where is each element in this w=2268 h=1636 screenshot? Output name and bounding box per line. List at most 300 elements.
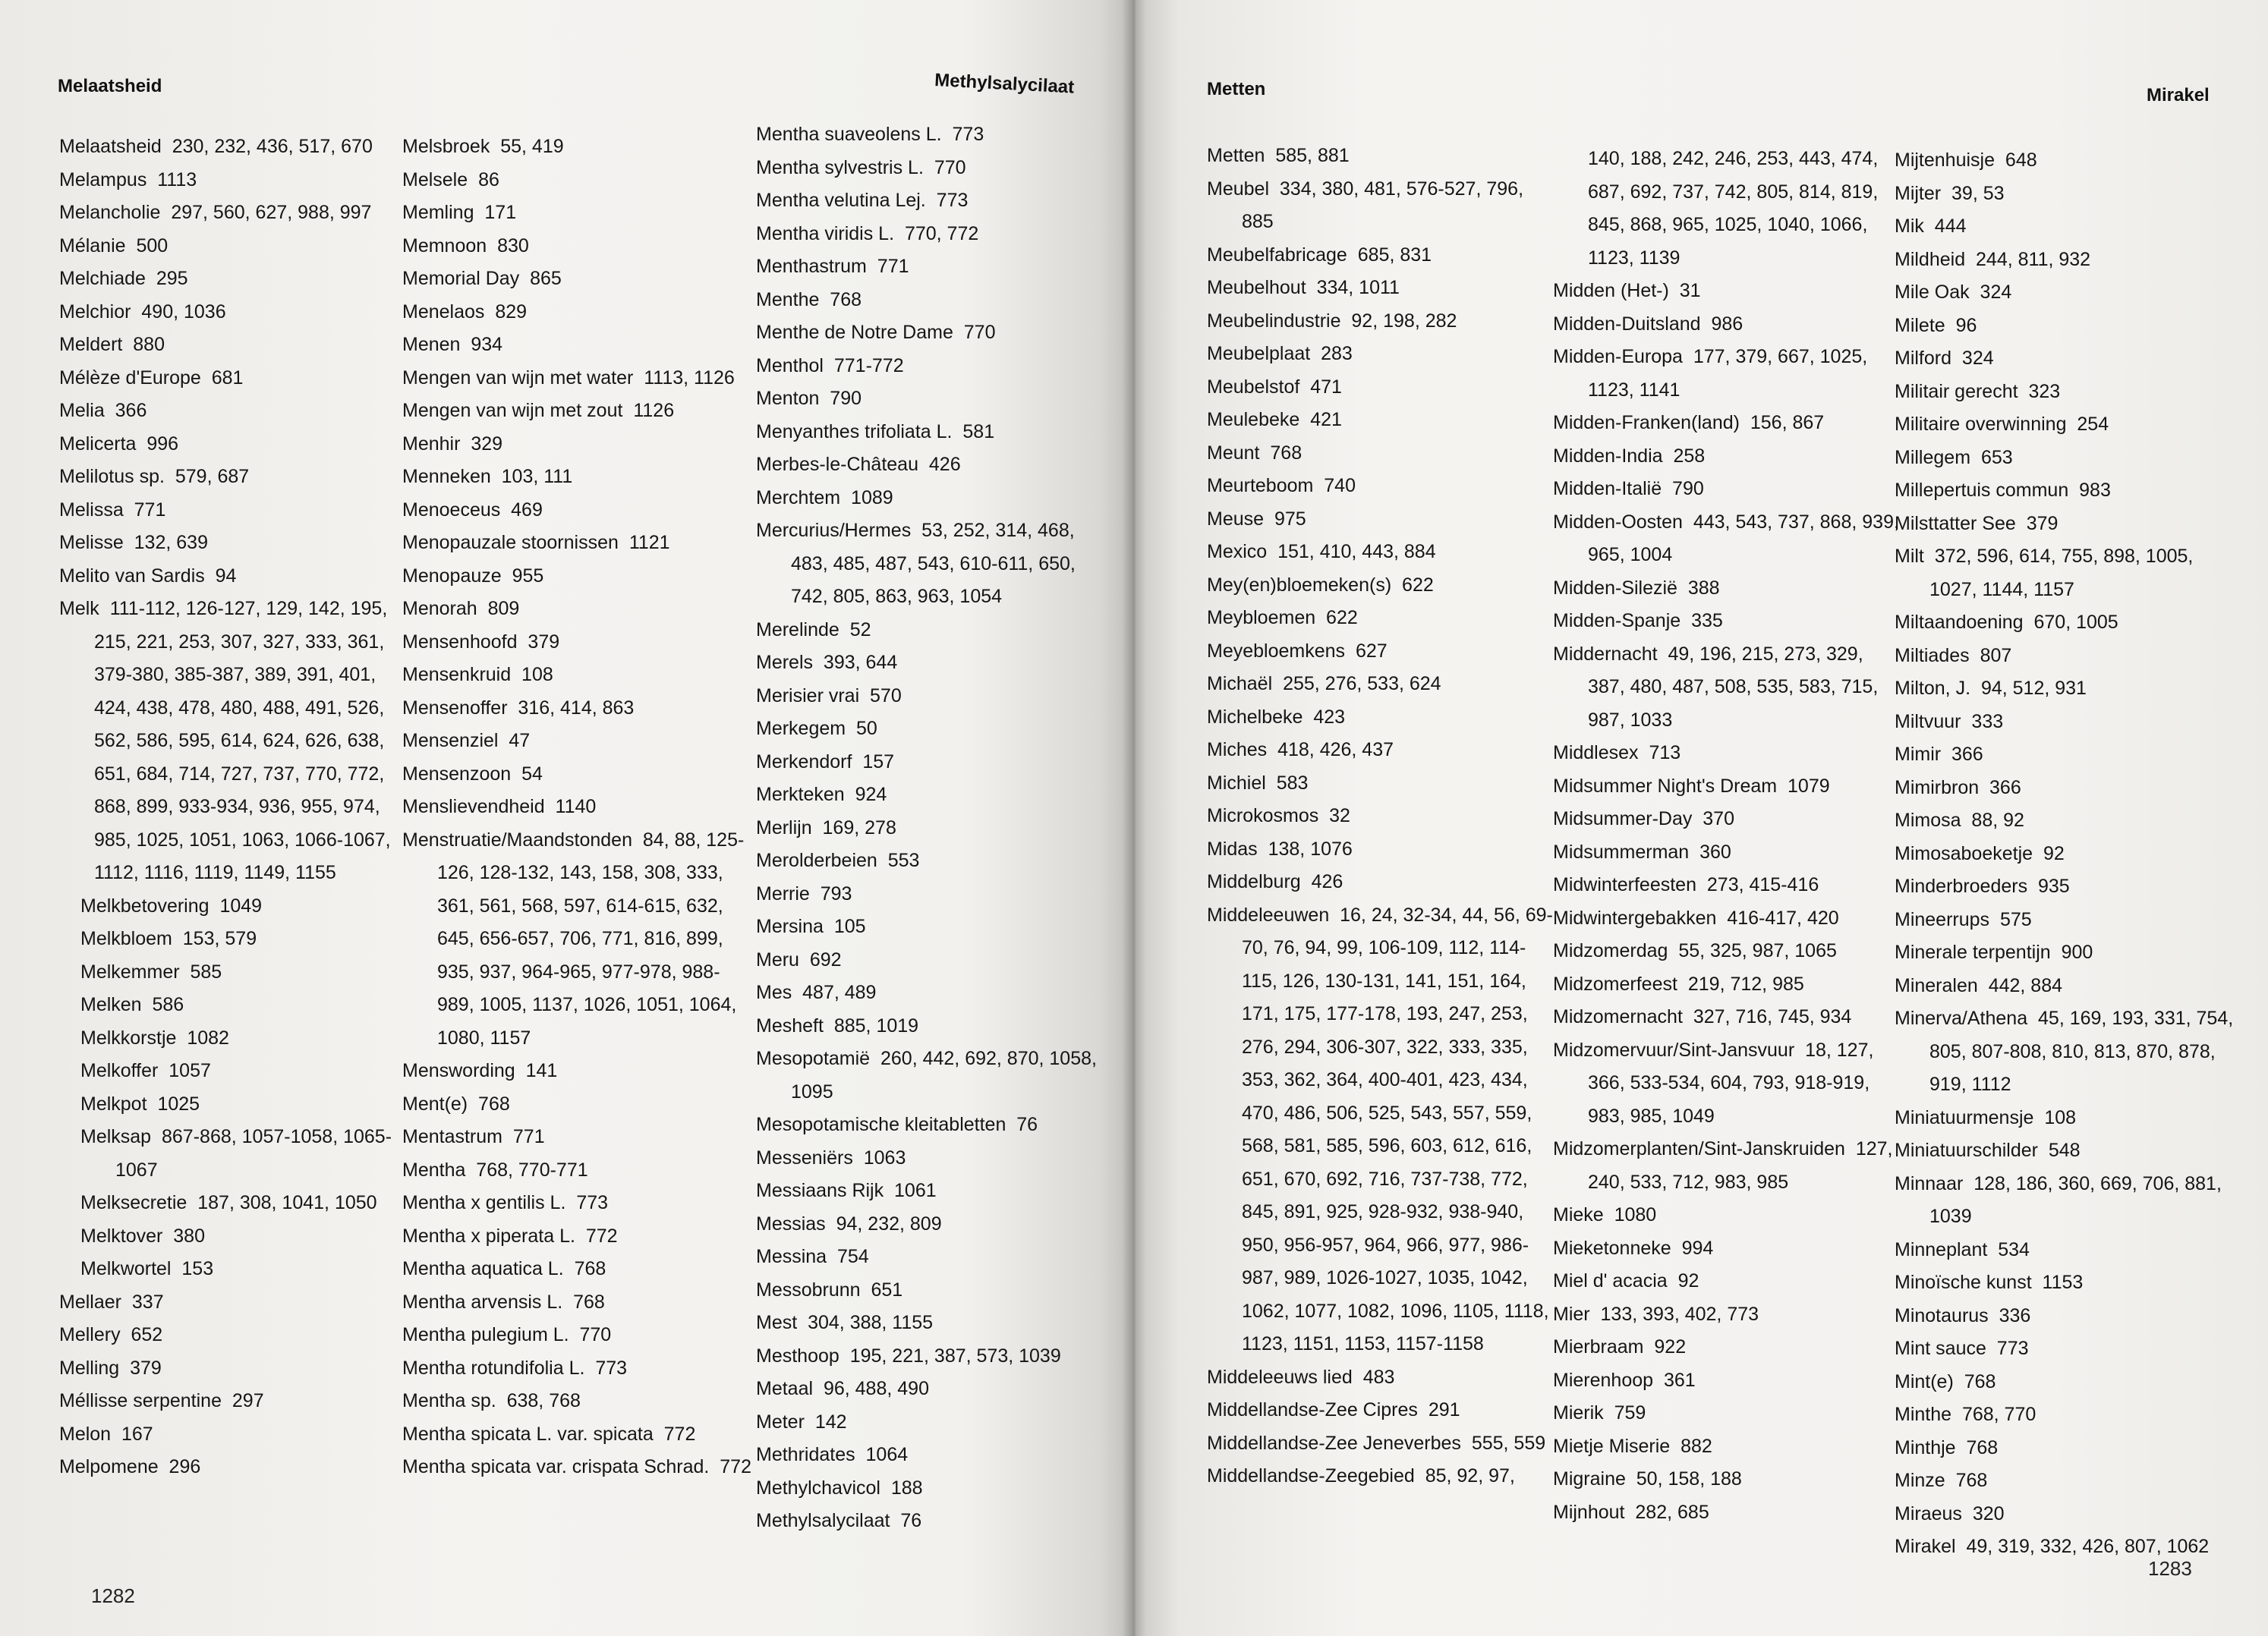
index-term: Melkoffer [80, 1060, 159, 1081]
index-page-refs: 770 [963, 322, 996, 343]
index-page-refs: 1121 [628, 532, 670, 553]
index-entry [402, 197, 751, 230]
index-term: Melling [59, 1357, 120, 1379]
index-page-refs: 92 [1677, 1270, 1699, 1291]
index-page-refs: 1126 [633, 400, 675, 421]
index-entry [756, 944, 1105, 977]
index-page-refs: 76 [900, 1510, 922, 1531]
index-entry [402, 1154, 751, 1188]
index-term: Methylchavicol [756, 1477, 880, 1499]
index-page-refs: 337 [131, 1291, 164, 1313]
index-term: Menorah [402, 598, 477, 619]
index-entry [1553, 407, 1902, 440]
index-page-refs: 96, 488, 490 [823, 1378, 929, 1399]
index-term: Melon [59, 1423, 112, 1445]
index-entry [1895, 442, 2244, 475]
index-entry [59, 461, 408, 494]
index-entry [1553, 737, 1902, 770]
index-entry [756, 218, 1105, 251]
index-page-refs: 772 [663, 1423, 696, 1445]
index-term: Menthastrum [756, 256, 867, 277]
index-entry [80, 1022, 408, 1056]
index-term: Melancholie [59, 202, 161, 223]
index-entry [1895, 936, 2244, 970]
index-term: Millegem [1895, 446, 1971, 468]
index-entry [1207, 899, 1556, 1361]
index-entry [1553, 572, 1902, 606]
index-entry [1207, 140, 1556, 173]
index-page-refs: 379 [130, 1357, 162, 1379]
index-term: Minneplant [1895, 1238, 1988, 1260]
index-term: Meubelindustrie [1207, 310, 1341, 332]
index-page-refs: 651 [871, 1279, 903, 1301]
index-page-refs: 1153 [2042, 1272, 2084, 1293]
index-entry [402, 527, 751, 560]
index-term: Middellandse-Zee Jeneverbes [1207, 1432, 1461, 1454]
index-page-refs: 416-417, 420 [1727, 907, 1839, 929]
index-page-refs: 830 [497, 234, 529, 256]
index-page-refs: 681 [211, 367, 244, 389]
index-entry [1207, 338, 1556, 371]
index-page-refs: 335 [1691, 610, 1723, 631]
index-page-refs: 586 [152, 994, 184, 1015]
index-page-refs: 900 [2061, 942, 2093, 963]
index-page-refs: 585, 881 [1275, 145, 1350, 166]
index-page-refs: 219, 712, 985 [1687, 973, 1804, 995]
index-page-refs: 885, 1019 [833, 1015, 919, 1037]
index-entry [756, 878, 1105, 911]
index-term: Melksecretie [80, 1192, 187, 1213]
index-page-refs: 324 [1980, 282, 2012, 303]
index-term: Meubelfabricage [1207, 244, 1347, 266]
index-page-refs: 329 [471, 433, 503, 455]
index-entry [59, 263, 408, 296]
index-entry [402, 230, 751, 263]
index-page-refs: 327, 716, 745, 934 [1693, 1006, 1852, 1027]
index-entry [80, 1121, 408, 1187]
index-entry [80, 956, 408, 989]
running-head-left: Metten [1207, 79, 1266, 99]
index-page-refs: 793 [820, 882, 852, 905]
index-page-refs: 426 [928, 454, 961, 475]
index-term: Mijtenhuisje [1895, 149, 1996, 171]
index-term: Melito van Sardis [59, 565, 205, 587]
index-term: Middeleeuws lied [1207, 1366, 1353, 1388]
index-page-refs: 1089 [851, 486, 893, 508]
book-gutter [1122, 0, 1146, 1636]
index-entry [402, 428, 751, 461]
index-entry [402, 263, 751, 296]
index-term: Menopauze [402, 565, 502, 587]
index-entry [756, 845, 1105, 878]
index-page-refs: 986 [1711, 313, 1744, 335]
index-page-refs: 282, 685 [1635, 1501, 1709, 1523]
index-page-refs: 84, 88, 125-126, 128-132, 143, 158, 308, 333, 361, 561, 568, 597, 614-615, 632, 645, 656-657, 706, 771, 816, 899, 935, 937, 964-965, 977-978, 988-989, 1005, 1137, 1026, 1051, 1064, 1080, 1157 [437, 829, 745, 1049]
index-page-refs: 534 [1998, 1238, 2030, 1260]
index-page-refs: 105 [833, 916, 866, 937]
index-entry [1895, 640, 2244, 673]
index-entry [756, 1505, 1105, 1538]
index-page-refs: 171 [484, 202, 517, 223]
index-page-refs: 92 [2043, 842, 2065, 864]
index-term: Mentha arvensis L. [402, 1291, 563, 1313]
index-term: Meyebloemkens [1207, 640, 1346, 662]
index-entry [1895, 738, 2244, 772]
index-entry [402, 461, 751, 494]
index-term: Miltaandoening [1895, 612, 2024, 633]
index-page-refs: 768 [1955, 1470, 1988, 1491]
index-entry [1553, 473, 1902, 506]
index-entry [756, 614, 1105, 647]
index-term: Middelburg [1207, 871, 1301, 892]
index-page-refs: 809 [487, 598, 520, 619]
index-term: Mest [756, 1312, 798, 1333]
index-entry [1207, 866, 1556, 899]
index-page-refs: 151, 410, 443, 884 [1277, 541, 1436, 562]
index-term: Melkemmer [80, 961, 180, 983]
index-page-refs: 366 [1989, 776, 2021, 798]
index-page-refs: 790 [830, 388, 862, 409]
index-page-refs: 487, 489 [802, 982, 877, 1003]
index-term: Memnoon [402, 234, 487, 256]
index-page-refs: 1025 [157, 1093, 200, 1115]
index-term: Ment(e) [402, 1093, 468, 1115]
index-entry [1553, 143, 1902, 275]
index-term: Miel d' acacia [1553, 1270, 1668, 1291]
index-page-refs: 370 [1703, 808, 1734, 829]
index-page-refs: 768 [830, 288, 862, 310]
index-term: Mes [756, 982, 792, 1003]
index-entry [1207, 701, 1556, 735]
index-page-refs: 807 [1980, 644, 2012, 666]
index-page-refs: 483 [1362, 1366, 1395, 1388]
index-term: Mensenkruid [402, 664, 512, 685]
index-page-refs: 768 [1966, 1436, 1999, 1458]
index-page-refs: 581 [962, 420, 995, 442]
index-page-refs: 829 [495, 300, 528, 322]
index-page-refs: 768, 770-771 [476, 1159, 588, 1181]
index-entry [1553, 803, 1902, 836]
index-entry [402, 1286, 751, 1320]
index-entry [59, 329, 408, 362]
index-term: Mentha velutina Lej. [756, 190, 926, 211]
index-column-2 [402, 131, 751, 1484]
index-term: Melsele [402, 168, 468, 190]
index-term: Mesopotamië [756, 1048, 871, 1069]
index-term: Mier [1553, 1303, 1590, 1325]
index-entry [59, 197, 408, 230]
index-page-refs: 768, 770 [1961, 1404, 2036, 1425]
index-entry [1895, 672, 2244, 706]
index-term: Mijnhout [1553, 1501, 1625, 1523]
index-page-refs: 297 [232, 1390, 264, 1411]
index-page-refs: 54 [521, 763, 543, 785]
index-page-refs: 469 [511, 499, 543, 521]
index-entry [756, 680, 1105, 713]
index-term: Menelaos [402, 300, 485, 322]
index-page-refs: 254 [2077, 414, 2109, 435]
index-page-refs: 773 [952, 124, 984, 145]
index-column-1 [59, 131, 408, 1484]
index-entry [1553, 1232, 1902, 1266]
index-page-refs: 360 [1699, 841, 1731, 863]
index-term: Mentha spicata L. var. spicata [402, 1423, 654, 1445]
index-page-refs: 1080 [1614, 1204, 1657, 1225]
index-entry [402, 1187, 751, 1220]
index-page-refs: 1113, 1126 [644, 367, 735, 389]
index-term: Meldert [59, 334, 123, 355]
index-term: Minze [1895, 1470, 1945, 1491]
index-term: Midden-Europa [1553, 346, 1683, 367]
index-page-refs: 955 [512, 565, 544, 587]
index-entry [59, 1319, 408, 1352]
index-entry [1553, 1034, 1902, 1134]
index-page-refs: 18, 127, 366, 533-534, 604, 793, 918-919, 983, 985, 1049 [1588, 1039, 1874, 1127]
index-entry [756, 152, 1105, 185]
index-entry [59, 1451, 408, 1484]
index-entry [756, 1439, 1105, 1472]
index-entry [756, 977, 1105, 1010]
index-entry [1553, 1331, 1902, 1364]
index-entry [1207, 272, 1556, 305]
index-term: Merisier vrai [756, 684, 860, 706]
index-entry [1553, 506, 1902, 572]
index-entry [1895, 178, 2244, 211]
index-term: Melampus [59, 168, 147, 190]
index-page-refs: 771 [134, 499, 166, 521]
index-term: Metaal [756, 1378, 814, 1399]
index-page-refs: 983 [2079, 480, 2111, 501]
index-page-refs: 52 [849, 618, 871, 640]
index-page-refs: 670, 1005 [2033, 612, 2118, 633]
index-page-refs: 771 [512, 1126, 545, 1147]
index-page-refs: 773 [595, 1357, 628, 1379]
index-entry [59, 131, 408, 164]
index-entry [1207, 833, 1556, 867]
index-term: Mierik [1553, 1402, 1604, 1424]
index-term: Melk [59, 598, 99, 619]
index-entry [1207, 1460, 1556, 1493]
index-page-refs: 336 [1999, 1304, 2031, 1326]
index-term: Messobrunn [756, 1279, 861, 1301]
index-page-refs: 153 [181, 1258, 214, 1279]
index-page-refs: 103, 111 [501, 466, 573, 487]
index-entry [1895, 540, 2244, 606]
index-page-refs: 86 [478, 168, 499, 190]
index-term: Milete [1895, 314, 1945, 336]
index-entry [1553, 440, 1902, 473]
index-page-refs: 296 [169, 1456, 201, 1477]
index-term: Mexico [1207, 541, 1268, 562]
index-term: Mimosaboeketje [1895, 842, 2033, 864]
index-term: Millepertuis commun [1895, 480, 2069, 501]
index-page-refs: 922 [1654, 1336, 1687, 1358]
index-term: Mentha aquatica L. [402, 1258, 564, 1279]
index-term: Mélanie [59, 234, 126, 256]
index-entry [1207, 371, 1556, 404]
index-term: Menoeceus [402, 499, 501, 521]
index-term: Mineralen [1895, 974, 1978, 996]
index-entry [1207, 173, 1556, 239]
index-entry [402, 329, 751, 362]
index-page-refs: 771 [877, 256, 909, 277]
right-page [1134, 0, 2268, 1636]
index-term: Mesthoop [756, 1345, 839, 1367]
index-term: Mentha sp. [402, 1390, 496, 1411]
index-entry [402, 164, 751, 197]
index-term: Melken [80, 994, 142, 1015]
index-page-refs: 935 [2038, 876, 2070, 897]
index-entry [59, 560, 408, 593]
index-term: Melchior [59, 300, 131, 322]
index-term: Memorial Day [402, 268, 520, 289]
index-page-refs: 167 [121, 1423, 153, 1445]
index-entry [1553, 902, 1902, 936]
index-term: Mimirbron [1895, 776, 1980, 798]
index-term: Melicerta [59, 433, 137, 455]
index-page-refs: 334, 380, 481, 576-527, 796, 885 [1242, 178, 1524, 232]
index-term: Menthol [756, 354, 824, 376]
index-term: Menen [402, 334, 461, 355]
index-entry [59, 527, 408, 560]
index-entry [756, 416, 1105, 449]
index-entry [756, 514, 1105, 614]
index-term: Melpomene [59, 1456, 159, 1477]
index-page-refs: 444 [1934, 216, 1967, 237]
index-entry [80, 989, 408, 1022]
index-term: Mineerrups [1895, 908, 1990, 930]
index-term: Mietje Miserie [1553, 1435, 1671, 1457]
running-head-right: Mirakel [2147, 85, 2210, 105]
index-page-refs: 548 [2048, 1140, 2081, 1161]
index-term: Mercurius/Hermes [756, 520, 912, 541]
index-page-refs: 1113 [157, 168, 197, 190]
index-term: Mik [1895, 216, 1924, 237]
index-term: Middellandse-Zeegebied [1207, 1465, 1415, 1487]
index-term: Mirakel [1895, 1536, 1956, 1557]
index-term: Melkwortel [80, 1258, 172, 1279]
index-entry [1895, 1134, 2244, 1168]
index-page-refs: 94, 232, 809 [836, 1213, 942, 1235]
index-page-refs: 108 [2044, 1106, 2077, 1128]
index-term: Memling [402, 202, 474, 223]
index-term: Melaatsheid [59, 136, 162, 157]
index-page-refs: 138, 1076 [1268, 838, 1353, 860]
index-entry [1207, 734, 1556, 767]
index-page-refs: 994 [1681, 1237, 1714, 1259]
index-entry [1207, 437, 1556, 470]
index-entry [1207, 305, 1556, 338]
index-column-2 [1553, 143, 1902, 1529]
index-page-refs: 141 [525, 1060, 558, 1081]
index-entry [1553, 308, 1902, 341]
index-term: Methridates [756, 1444, 855, 1465]
index-term: Mersina [756, 916, 824, 937]
index-page-refs: 579, 687 [175, 466, 250, 487]
index-term: Mentha spicata var. crispata Schrad. [402, 1456, 710, 1477]
index-entry [1895, 474, 2244, 508]
index-entry [1207, 800, 1556, 833]
index-entry [1553, 341, 1902, 407]
index-term: Miniatuurmensje [1895, 1106, 2034, 1128]
index-page-refs: 334, 1011 [1316, 277, 1400, 298]
index-page-refs: 692 [809, 949, 842, 971]
index-term: Menswording [402, 1060, 515, 1081]
index-entry [59, 296, 408, 329]
index-term: Merkegem [756, 718, 846, 739]
index-term: Midzomerdag [1553, 940, 1668, 961]
index-page-refs: 773 [576, 1192, 609, 1213]
index-page-refs: 1057 [169, 1060, 211, 1081]
index-term: Milton, J. [1895, 678, 1971, 699]
index-entry [402, 824, 751, 1056]
index-page-refs: 652 [131, 1324, 163, 1345]
index-page-refs: 882 [1681, 1435, 1712, 1457]
index-entry [1553, 275, 1902, 308]
index-page-refs: 648 [2005, 149, 2037, 171]
index-page-refs: 273, 415-416 [1706, 874, 1819, 895]
index-page-refs: 85, 92, 97, [1425, 1465, 1515, 1487]
index-term: Mentastrum [402, 1126, 502, 1147]
index-page-refs: 380 [173, 1225, 205, 1247]
index-page-refs: 773 [936, 190, 969, 211]
index-term: Mentha x gentilis L. [402, 1192, 566, 1213]
index-page-refs: 768 [574, 1258, 606, 1279]
index-page-refs: 260, 442, 692, 870, 1058, 1095 [791, 1048, 1097, 1103]
index-page-refs: 759 [1614, 1402, 1646, 1424]
index-page-refs: 768 [478, 1093, 510, 1115]
index-term: Menopauzale stoornissen [402, 532, 619, 553]
index-page-refs: 393, 644 [823, 652, 898, 673]
index-entry [1895, 276, 2244, 310]
index-term: Mey(en)bloemeken(s) [1207, 574, 1392, 596]
index-entry [1895, 804, 2244, 838]
index-entry [1207, 1361, 1556, 1395]
index-page-refs: 423 [1313, 706, 1346, 728]
index-entry [80, 1187, 408, 1220]
index-term: Middlesex [1553, 742, 1639, 763]
index-page-refs: 379 [2026, 512, 2059, 534]
index-term: Migraine [1553, 1468, 1626, 1490]
index-entry [1895, 1332, 2244, 1366]
index-term: Midden-Oosten [1553, 511, 1683, 533]
index-page-refs: 1140 [555, 796, 597, 817]
index-entry [402, 1451, 751, 1484]
index-term: Menthe de Notre Dame [756, 322, 953, 343]
index-term: Midsummerman [1553, 841, 1690, 863]
index-entry [1553, 770, 1902, 804]
index-entry [1895, 1366, 2244, 1399]
index-page-refs: 55, 419 [500, 136, 564, 157]
index-term: Mensenzoon [402, 763, 512, 785]
index-page-refs: 283 [1321, 343, 1353, 364]
index-term: Metten [1207, 145, 1265, 166]
index-entry [756, 482, 1105, 515]
index-term: Middellandse-Zee Cipres [1207, 1399, 1418, 1420]
index-term: Militaire overwinning [1895, 414, 2067, 435]
index-page-refs: 740 [1324, 475, 1356, 496]
index-column-3 [756, 118, 1105, 1538]
index-page-refs: 88, 92 [1971, 810, 2024, 831]
index-entry [59, 1385, 408, 1418]
index-term: Middeleeuwen [1207, 904, 1330, 926]
index-term: Miniatuurschilder [1895, 1140, 2038, 1161]
index-entry [59, 230, 408, 263]
index-page-refs: 49, 196, 215, 273, 329, 387, 480, 487, 508, 535, 583, 715, 987, 1033 [1588, 643, 1879, 731]
index-entry [1895, 772, 2244, 805]
index-term: Midden-Silezië [1553, 577, 1677, 599]
index-term: Midzomerfeest [1553, 973, 1677, 995]
